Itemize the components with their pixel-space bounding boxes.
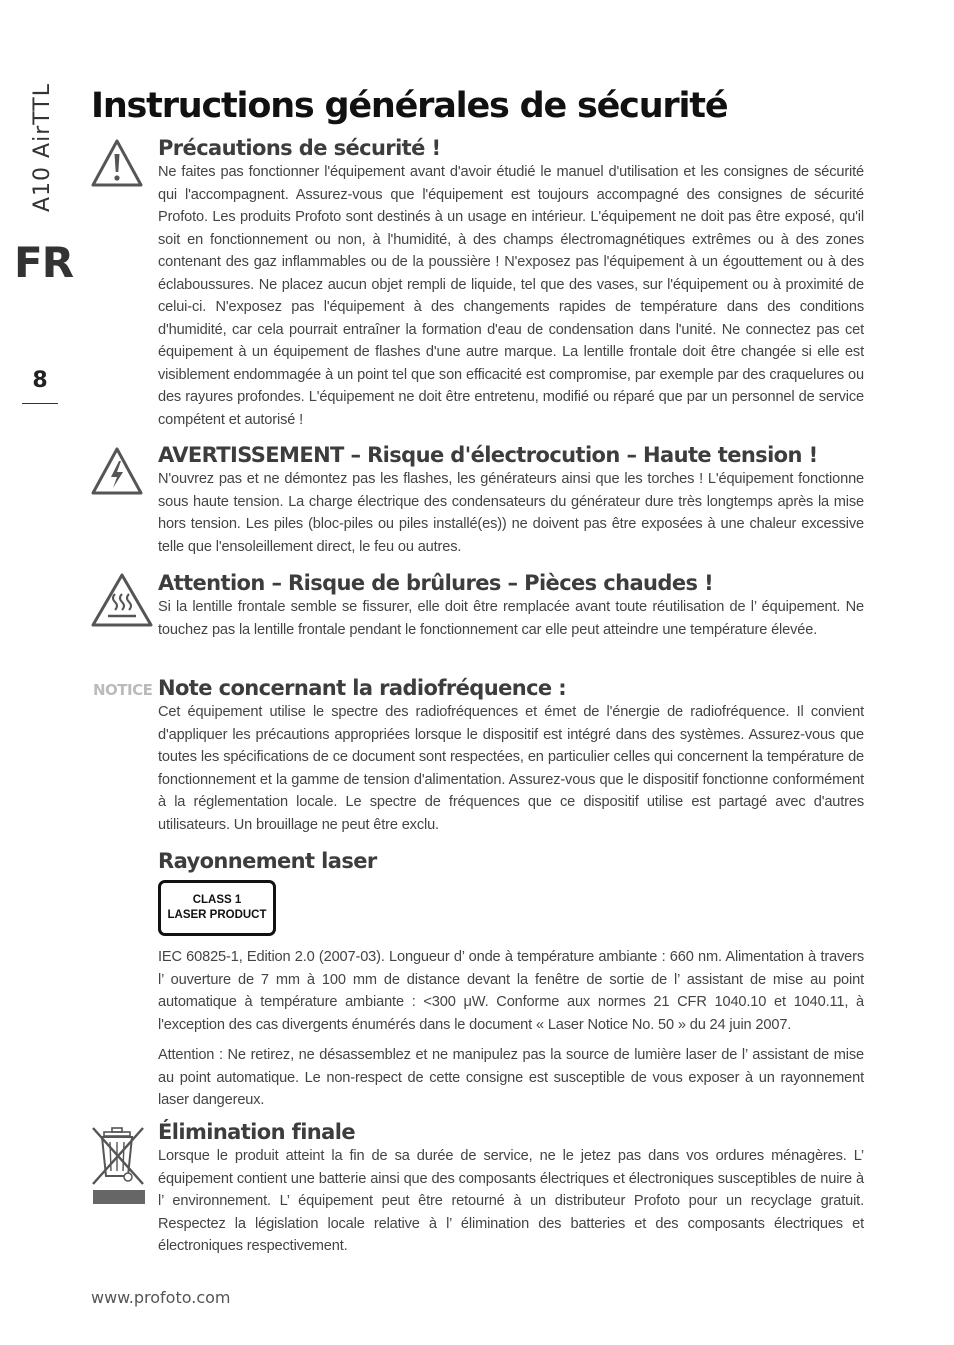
section-laser bbox=[158, 848, 864, 1112]
page-title: Instructions générales de sécurité bbox=[91, 86, 728, 126]
section-text: Cet équipement utilise le spectre des radiofréquences et émet de l'énergie de radiofréquence. Il convient d'appliquer les précautions appropriées lorsque le dispositif est intégré dans des systèmes. Assurez-vous que toutes les spécifications de ce document sont respectées, en particulier celles qui concernent la température de fonctionnement et la gamme de tension d'alimentation. Assurez-vous que le dispositif fonctionne conformément à la réglementation locale. Le spectre de fréquences que ce dispositif utilise est partagé avec d'autres utilisateurs. Un brouillage ne peut être exclu. bbox=[158, 704, 864, 833]
page-number: 8 bbox=[32, 368, 48, 393]
section-text: N'ouvrez pas et ne démontez pas les flashes, les générateurs ainsi que les torches ! L'équipement fonctionne sous haute tension. La charge électrique des condensateurs du générateur dure très longtemps après la mise hors tension. Les piles (bloc-piles ou piles installé(es)) ne doivent pas être exposées à une chaleur excessive telle que l'ensoleillement direct, le feu ou autres. bbox=[158, 471, 864, 555]
section-precautions bbox=[158, 135, 864, 431]
section-burns bbox=[158, 570, 864, 641]
section-heading: AVERTISSEMENT – Risque d'électrocution – Haute tension ! bbox=[158, 443, 818, 467]
section-electrocution bbox=[158, 442, 864, 558]
laser-label-line2: LASER PRODUCT bbox=[167, 909, 267, 921]
notice-label: NOTICE bbox=[93, 681, 153, 699]
laser-class-label bbox=[158, 880, 276, 936]
section-disposal bbox=[158, 1119, 864, 1258]
section-text: Si la lentille frontale semble se fissurer, elle doit être remplacée avant toute réutilisation de l’ équipement. Ne touchez pas la lentille frontale pendant le fonctionnement car elle peut atteindre une température élevée. bbox=[158, 599, 864, 638]
high-voltage-warning-icon bbox=[90, 446, 144, 496]
section-heading: Note concernant la radiofréquence : bbox=[158, 676, 567, 700]
sidebar-language-code: FR bbox=[14, 238, 74, 287]
sidebar-model-name: A10 AirTTL bbox=[30, 83, 55, 212]
section-radio-frequency bbox=[158, 675, 864, 836]
section-text: IEC 60825-1, Edition 2.0 (2007-03). Longueur d’ onde à température ambiante : 660 nm. Alimentation à travers l’ ouverture de 7 mm à 100 mm de distance devant la fenêtre de sortie de l’ assistant de mise au point automatique à température ambiante : <300 μW. Conforme aux normes 21 CFR 1040.10 et 1040.11, à l'exception des cas divergents énumérés dans le document « Laser Notice No. 50 » du 24 juin 2007. bbox=[158, 949, 864, 1033]
page-number-rule bbox=[22, 403, 58, 404]
section-text: Lorsque le produit atteint la fin de sa durée de service, ne le jetez pas dans vos ordures ménagères. L’ équipement contient une batterie ainsi que des composants électriques et électroniques susceptibles de nuire à l’ environnement. L’ équipement peut être retourné à un distributeur Profoto pour un recyclage gratuit. Respectez la législation locale relative à l’ élimination des batteries et des composants électriques et électroniques respectivement. bbox=[158, 1148, 864, 1254]
section-heading: Élimination finale bbox=[158, 1120, 355, 1144]
section-heading: Précautions de sécurité ! bbox=[158, 136, 441, 160]
laser-label-line1: CLASS 1 bbox=[192, 894, 242, 906]
crossed-bin-weee-icon bbox=[90, 1124, 148, 1208]
section-text-warning: Attention : Ne retirez, ne désassemblez et ne manipulez pas la source de lumière laser de l’ assistant de mise au point automatique. Le non-respect de cette consigne est susceptible de vous exposer à un rayonnement laser dangereux. bbox=[158, 1047, 864, 1108]
footer-url[interactable]: www.profoto.com bbox=[91, 1288, 231, 1307]
section-heading: Attention – Risque de brûlures – Pièces chaudes ! bbox=[158, 571, 714, 595]
warning-exclamation-icon bbox=[90, 138, 144, 188]
hot-surface-warning-icon bbox=[90, 572, 154, 628]
section-heading: Rayonnement laser bbox=[158, 849, 377, 873]
section-text: Ne faites pas fonctionner l'équipement avant d'avoir étudié le manuel d'utilisation et les consignes de sécurité qui l'accompagnent. Assurez-vous que l'équipement est toujours accompagné des consignes de sécurité Profoto. Les produits Profoto sont destinés à un usage en intérieur. L'équipement ne doit pas être exposé, qu'il soit en fonctionnement ou non, à l'humidité, à des champs électromagnétiques extrêmes ou à des zones contenant des gaz inflammables ou de la poussière ! N'exposez pas l'équipement à un égouttement ou à des éclaboussures. Ne placez aucun objet rempli de liquide, tel que des vases, sur l'équipement ou à proximité de celui-ci. N'exposez pas l'équipement à des changements rapides de température dans des conditions d'humidité, car cela pourrait entraîner la formation d'eau de condensation dans l'unité. Ne connectez pas cet équipement à un équipement de flashes d'une autre marque. La lentille frontale doit être changée si elle est visiblement endommagée à un point tel que son efficacité est compromise, par exemple par des craquelures ou des rayures profondes. L'équipement ne doit être entretenu, modifié ou réparé que par un personnel de service compétent et autorisé ! bbox=[158, 164, 864, 428]
